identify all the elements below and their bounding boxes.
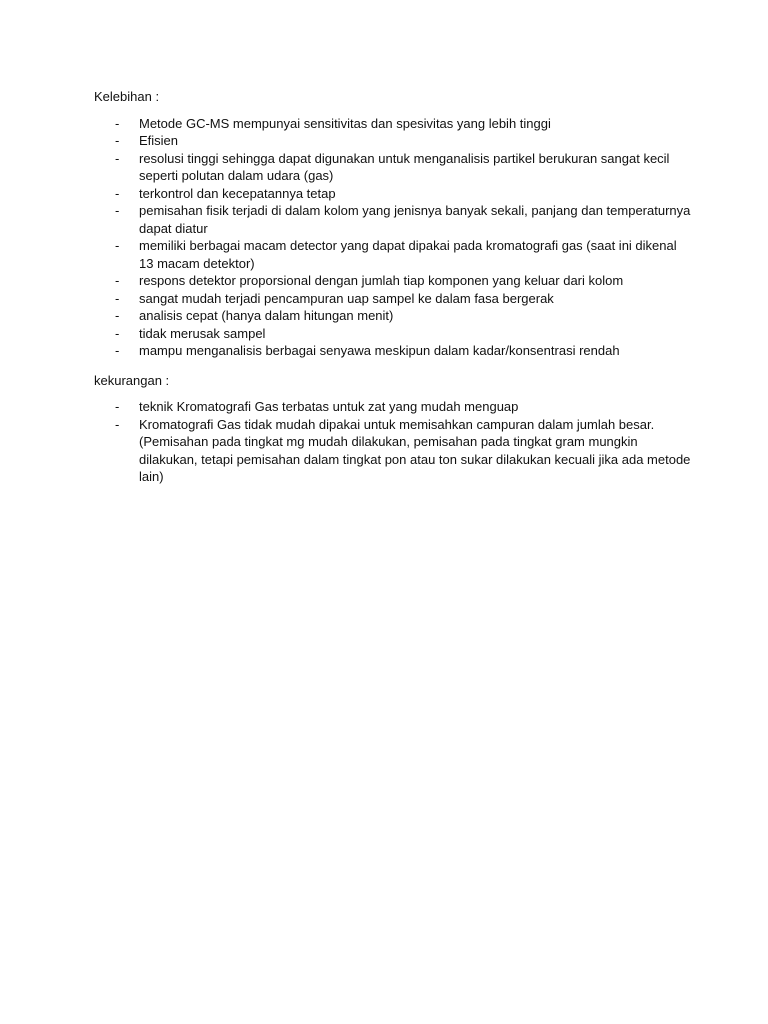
advantage-item-text: memiliki berbagai macam detector yang dapat dipakai pada kromatografi gas (saat ini dikenal 13 macam detektor) [139,238,677,271]
bullet-dash: - [115,416,120,432]
disadvantage-item [94,398,694,416]
bullet-dash: - [115,325,120,341]
advantage-item-text: Efisien [139,133,179,148]
bullet-dash: - [115,185,120,201]
disadvantage-item-text: Kromatografi Gas tidak mudah dipakai untuk memisahkan campuran dalam jumlah besar. (Pemisahan pada tingkat mg mudah dilakukan, pemisahan pada tingkat gram mungkin dilakukan, tetapi pemisahan dalam tingkat pon atau ton sukar dilakukan kecuali jika ada metode lain) [139,416,691,484]
advantage-item-text: mampu menganalisis berbagai senyawa meskipun dalam kadar/konsentrasi rendah [139,343,620,358]
advantage-item-text: analisis cepat (hanya dalam hitungan menit) [139,308,394,323]
advantage-item-text: resolusi tinggi sehingga dapat digunakan untuk menganalisis partikel berukuran sangat kecil seperti polutan dalam udara (gas) [139,150,670,183]
advantage-item [94,115,694,133]
document-page [94,88,694,486]
bullet-dash: - [115,399,120,414]
advantage-item [94,237,694,272]
advantages-heading: Kelebihan : [94,89,160,104]
advantage-item [94,307,694,325]
bullet-dash: - [115,203,120,218]
advantage-item [94,290,694,308]
advantage-item-text: Metode GC-MS mempunyai sensitivitas dan spesivitas yang lebih tinggi [139,115,551,131]
advantage-item [94,272,694,290]
disadvantages-list [94,398,694,486]
bullet-dash: - [115,150,120,166]
advantage-item [94,150,694,185]
disadvantage-item-text: teknik Kromatografi Gas terbatas untuk zat yang mudah menguap [139,399,519,414]
advantages-list [94,115,694,360]
advantage-item-text: tidak merusak sampel [139,325,266,341]
disadvantages-heading: kekurangan : [94,372,170,388]
advantage-item-text: pemisahan fisik terjadi di dalam kolom yang jenisnya banyak sekali, panjang dan temperaturnya dapat diatur [139,203,691,236]
advantage-item [94,202,694,237]
bullet-dash: - [115,133,120,148]
bullet-dash: - [115,308,120,323]
advantage-item [94,325,694,343]
advantage-item-text: respons detektor proporsional dengan jumlah tiap komponen yang keluar dari kolom [139,273,624,288]
bullet-dash: - [115,343,120,358]
bullet-dash: - [115,290,120,306]
advantage-item-text: terkontrol dan kecepatannya tetap [139,185,336,201]
advantage-item [94,185,694,203]
section-spacer [94,360,694,372]
disadvantage-item [94,416,694,486]
advantage-item-text: sangat mudah terjadi pencampuran uap sampel ke dalam fasa bergerak [139,290,554,306]
advantage-item [94,342,694,360]
bullet-dash: - [115,238,120,253]
bullet-dash: - [115,273,120,288]
advantage-item [94,132,694,150]
bullet-dash: - [115,115,120,131]
